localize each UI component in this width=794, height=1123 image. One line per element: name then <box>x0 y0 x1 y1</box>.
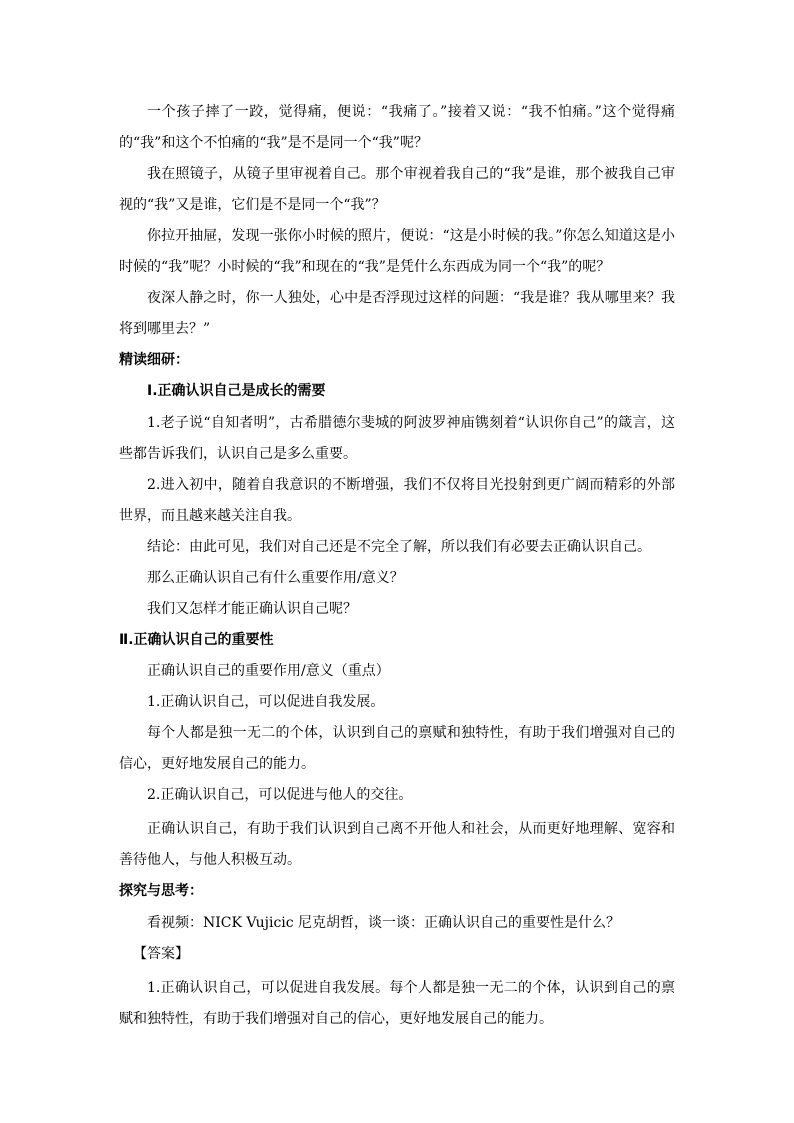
subsection-heading-2: Ⅱ.正确认识自己的重要性 <box>119 632 274 648</box>
answer-label: 【答案】 <box>133 946 189 962</box>
intro-paragraph-1: 一个孩子摔了一跤，觉得痛，便说：“我痛了。”接着又说：“我不怕痛。”这个觉得痛的“我”和这个不怕痛的“我”是不是同一个“我”呢？ <box>119 104 675 151</box>
answer-paragraph-1: 1.正确认识自己，可以促进自我发展。每个人都是独一无二的个体，认识到自己的禀赋和独特性，有助于我们增强对自己的信心，更好地发展自己的能力。 <box>119 980 675 1027</box>
point-2: 2.正确认识自己，可以促进与他人的交往。 <box>147 787 413 803</box>
section-heading-reading: 精读细研： <box>119 352 189 368</box>
subsection-heading-1: Ⅰ.正确认识自己是成长的需要 <box>147 383 326 399</box>
question-2: 我们又怎样才能正确认识自己呢？ <box>147 601 357 617</box>
explore-task: 看视频：NICK Vujicic 尼克胡哲，谈一谈：正确认识自己的重要性是什么？ <box>147 915 621 931</box>
point-1-detail: 每个人都是独一无二的个体，认识到自己的禀赋和独特性，有助于我们增强对自己的信心，更好地发展自己的能力。 <box>119 725 675 772</box>
intro-paragraph-3: 你拉开抽屉，发现一张你小时候的照片，便说：“这是小时候的我。”你怎么知道这是小时候的“我”呢？小时候的“我”和现在的“我”是凭什么东西成为同一个“我”的呢？ <box>119 228 675 275</box>
point-2-detail: 正确认识自己，有助于我们认识到自己离不开他人和社会，从而更好地理解、宽容和善待他人，与他人积极互动。 <box>119 821 675 868</box>
section-heading-explore: 探究与思考： <box>119 883 203 899</box>
point-1: 1.正确认识自己，可以促进自我发展。 <box>147 694 385 710</box>
subsection-1-paragraph-1: 1.老子说“自知者明”，古希腊德尔斐城的阿波罗神庙镌刻着“认识你自己”的箴言，这些都告诉我们，认识自己是多么重要。 <box>119 415 675 462</box>
subsection-2-intro: 正确认识自己的重要作用/意义（重点） <box>147 663 390 679</box>
intro-paragraph-4: 夜深人静之时，你一人独处，心中是否浮现过这样的问题：“我是谁？我从哪里来？我将到哪里去？” <box>119 290 675 337</box>
conclusion-text: 结论：由此可见，我们对自己还是不完全了解，所以我们有必要去正确认识自己。 <box>147 539 651 555</box>
intro-paragraph-2: 我在照镜子，从镜子里审视着自己。那个审视着我自己的“我”是谁，那个被我自己审视的“我”又是谁，它们是不是同一个“我”？ <box>119 166 675 213</box>
question-1: 那么正确认识自己有什么重要作用/意义？ <box>147 570 404 586</box>
subsection-1-paragraph-2: 2.进入初中，随着自我意识的不断增强，我们不仅将目光投射到更广阔而精彩的外部世界，而且越来越关注自我。 <box>119 477 675 524</box>
